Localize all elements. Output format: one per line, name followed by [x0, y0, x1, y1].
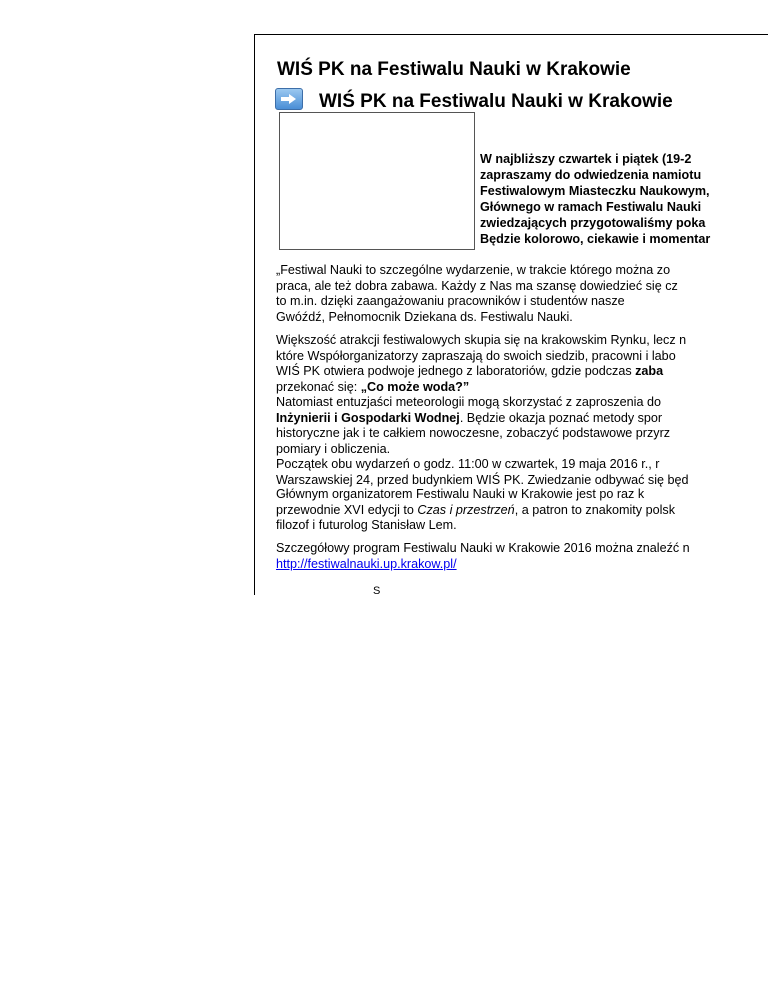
program-paragraph	[276, 541, 731, 572]
arrow-right-icon	[275, 88, 303, 110]
paragraph-line: praca, ale też dobra zabawa. Każdy z Nas ma szansę dowiedzieć się cz	[276, 278, 678, 293]
lead-line: zapraszamy do odwiedzenia namiotu	[480, 168, 702, 182]
paragraph-line: Warszawskiej 24, przed budynkiem WIŚ PK. Zwiedzanie odbywać się będ	[276, 472, 689, 487]
bold-text: Inżynierii i Gospodarki Wodnej	[276, 410, 460, 425]
paragraph-line	[276, 557, 731, 573]
article-title: WIŚ PK na Festiwalu Nauki w Krakowie	[319, 91, 673, 112]
paragraph-line	[276, 503, 731, 519]
text-run: . Będzie okazja poznać metody spor	[459, 410, 663, 425]
organizer-paragraph	[276, 487, 731, 534]
attractions-paragraph	[276, 333, 731, 488]
quote-paragraph	[276, 263, 731, 325]
lead-line: Głównego w ramach Festiwalu Nauki	[480, 200, 702, 214]
paragraph-line: pomiary i obliczenia.	[276, 441, 391, 456]
article-heading	[275, 85, 673, 113]
text-run: przewodnie XVI edycji to	[276, 502, 418, 517]
paragraph-line: Gwóźdź, Pełnomocnik Dziekana ds. Festiwalu Nauki.	[276, 309, 573, 324]
paragraph-line: Głównym organizatorem Festiwalu Nauki w Krakowie jest po raz k	[276, 487, 645, 501]
article-image-placeholder	[279, 112, 475, 250]
lead-paragraph	[480, 151, 731, 247]
page-content	[255, 35, 731, 595]
page-title: WIŚ PK na Festiwalu Nauki w Krakowie	[277, 59, 631, 80]
text-run: , a patron to znakomity polsk	[514, 502, 676, 517]
bold-text: „Co może woda?”	[360, 379, 470, 394]
festival-program-link[interactable]: http://festiwalnauki.up.krakow.pl/	[276, 556, 457, 571]
truncated-text-line: Ś	[373, 586, 381, 594]
paragraph-line: filozof i futurolog Stanisław Lem.	[276, 518, 457, 532]
lead-line: zwiedzających przygotowaliśmy poka	[480, 216, 706, 230]
paragraph-line	[276, 364, 731, 380]
lead-line: Festiwalowym Miasteczku Naukowym,	[480, 184, 710, 198]
document-page	[254, 34, 768, 595]
paragraph-line: Szczegółowy program Festiwalu Nauki w Krakowie 2016 można znaleźć n	[276, 541, 690, 555]
text-run: przekonać się:	[276, 379, 361, 394]
text-run: WIŚ PK otwiera podwoje jednego z laboratoriów, gdzie podczas	[276, 364, 636, 378]
paragraph-line: które Współorganizatorzy zapraszają do swoich siedzib, pracowni i labo	[276, 348, 676, 363]
paragraph-line: Większość atrakcji festiwalowych skupia się na krakowskim Rynku, lecz n	[276, 333, 687, 347]
lead-line: W najbliższy czwartek i piątek (19-2	[480, 152, 692, 166]
paragraph-line: to m.in. dzięki zaangażowaniu pracowników i studentów nasze	[276, 294, 625, 308]
bold-text: zaba	[635, 364, 664, 378]
lead-line: Będzie kolorowo, ciekawie i momentar	[480, 232, 711, 246]
paragraph-line: „Festiwal Nauki to szczególne wydarzenie, w trakcie którego można zo	[276, 263, 671, 277]
paragraph-line: historyczne jak i te całkiem nowoczesne, zobaczyć podstawowe przyrz	[276, 426, 671, 440]
paragraph-line: Początek obu wydarzeń o godz. 11:00 w czwartek, 19 maja 2016 r., r	[276, 457, 660, 471]
italic-text: Czas i przestrzeń	[417, 502, 515, 517]
paragraph-line	[276, 380, 731, 396]
paragraph-line: Natomiast entuzjaści meteorologii mogą skorzystać z zaproszenia do	[276, 395, 661, 409]
paragraph-line	[276, 411, 731, 427]
